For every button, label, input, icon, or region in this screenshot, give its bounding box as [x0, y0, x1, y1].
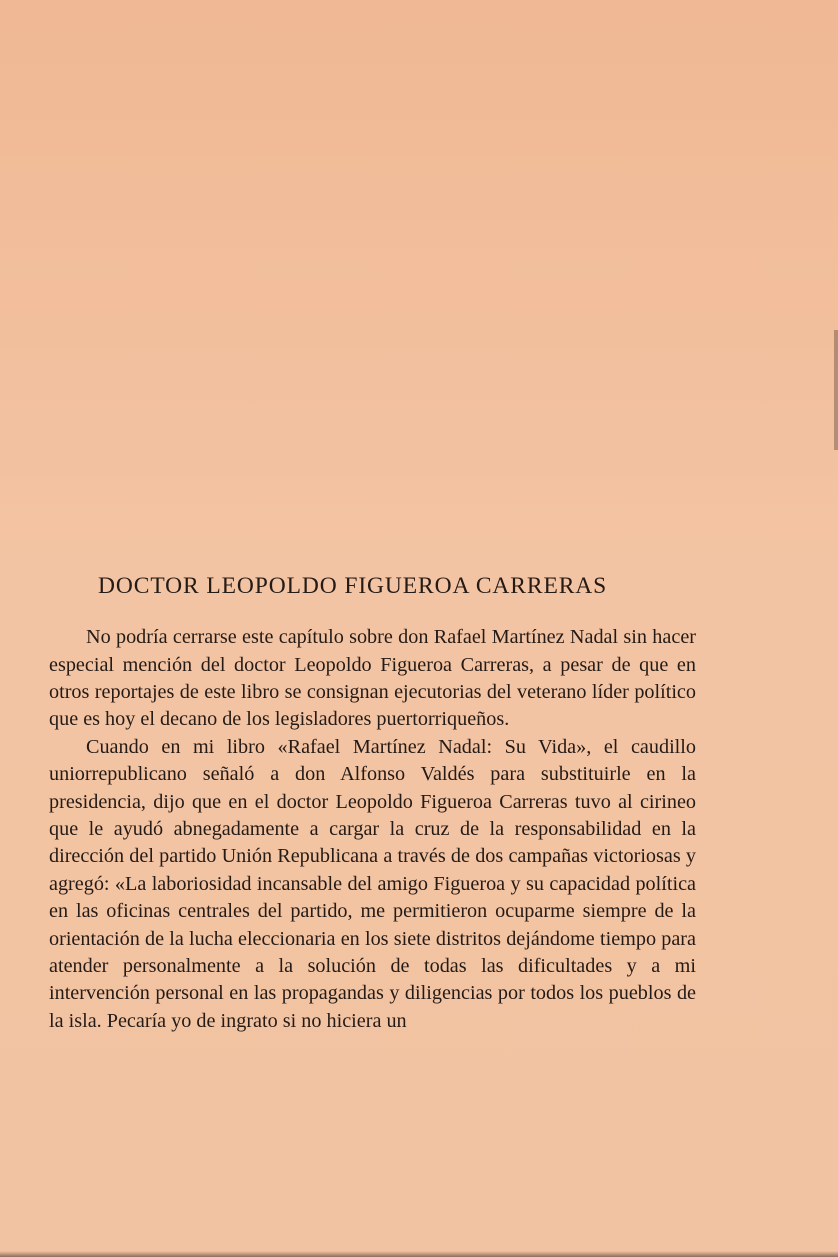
paragraph-1: No podría cerrarse este capítulo sobre don Rafael Martínez Nadal sin hacer especial mención del doctor Leopoldo Figueroa Carreras, a pesar de que en otros reportajes de este libro se consignan ejecutorias del veterano líder político que es hoy el decano de los legisladores puertorriqueños. [49, 626, 696, 731]
chapter-title: DOCTOR LEOPOLDO FIGUEROA CARRERAS [98, 573, 608, 599]
paragraph-2: Cuando en mi libro «Rafael Martínez Nadal: Su Vida», el caudillo uniorrepublicano señaló a don Alfonso Valdés para substituirle en la presidencia, dijo que en el doctor Leopoldo Figueroa Carreras tuvo al cirineo que le ayudó abnegadamente a cargar la cruz de la responsabilidad en la dirección del partido Unión Republicana a través de dos campañas victoriosas y agregó: «La laboriosidad incansable del amigo Figueroa y su capacidad política en las oficinas centrales del partido, me permitieron ocuparme siempre de la orientación de la lucha eleccionaria en los siete distritos dejándome tiempo para atender personalmente a la solución de todas las dificultades y a mi intervención personal en las propagandas y diligencias por todos los pueblos de la isla. Pecaría yo de ingrato si no hiciera un [49, 735, 696, 1032]
scan-edge-bottom [0, 1251, 838, 1257]
scan-edge-shadow [834, 330, 838, 450]
text-block [49, 572, 696, 1035]
